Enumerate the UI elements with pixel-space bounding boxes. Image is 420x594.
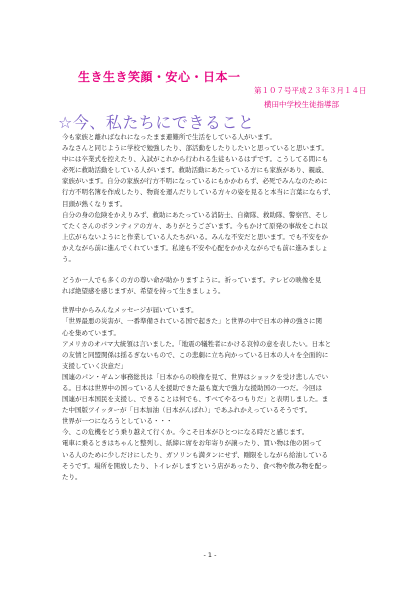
body-line: る。日本は世界中の国っている人を援助できた最も寛大で強力な援助国の一つだ。今回は — [62, 383, 322, 392]
body-line: う。 — [62, 255, 75, 264]
publisher-department: 横田中学校生徒指導部 — [264, 100, 339, 109]
body-line: 行方不明名簿を作成したり、物資を運んだりしている方々の姿を見ると本当に言葉にならず、 — [62, 188, 335, 197]
body-line: アメリカのオバマ大統領は言いました。「地震の犠牲者にかける哀悼の意を表したい。日本と — [62, 339, 332, 348]
body-line: みなさんと同じように学校で勉強したり、部活動をしたりしたいと思っていると思います。 — [62, 144, 328, 153]
body-line: いる人のために少しだけにしたり、ガソリンも満タンにせず、剛限をしながら給油している — [62, 450, 328, 459]
body-line: 世界中からみんなメッセージが届いています。 — [62, 306, 198, 315]
article-title: ☆今、私たちにできること — [58, 113, 255, 132]
body-line: 国連が日本国民を支援し、できることは何でも、すべてやるつもりだ」と表明しました。ま — [62, 395, 329, 404]
body-line: た中国版ツイッターが「日本加油（日本がんばれ）」であふれかえっているそうです。 — [62, 406, 312, 415]
body-line: かえながら前に進んでくれています。私達も不安や心配をかかえながらでも前に進みましょ — [62, 243, 328, 252]
paragraph-evacuees — [62, 132, 364, 265]
body-line: 支援していく決意だ」 — [62, 361, 127, 370]
body-line: 国連のパン・ギムン事務総長は「日本からの映像を見て、世界はショックを受け悲しんでい — [62, 372, 329, 381]
newsletter-slogan: 生き生き笑顔・安心・日本一 — [78, 70, 241, 84]
paragraph-prayer — [62, 275, 364, 297]
body-line: そうです。場所を開放したり、トイレがしますという店があったり、食べ物や飲み物を配っ — [62, 461, 328, 470]
body-line: 目頭が熱くなります。 — [62, 199, 127, 208]
body-line: 自分の身の危険をかえりみず、救助にあたっている消防士、自衛隊、救助隊、警察官、そし — [62, 210, 328, 219]
body-line: たり。 — [62, 472, 82, 481]
body-line: 心を集めています。 — [62, 328, 120, 337]
body-line: 必死に救助活動をしている人がいます。救助活動にあたっている方にも家族があり、親戚、 — [62, 166, 328, 175]
body-line: 「世界最悪の災害が、一番準備されている国で起きた」と世界の中で日本の神の強さに関 — [62, 317, 322, 326]
body-line: 中には卒業式を控えたり、入試がこれから行われる生徒もいるはずです。こうしてる間にも — [62, 155, 329, 164]
article-body — [62, 132, 364, 483]
body-line: れば絶望感を感じますが、希望を持って生きましょう。 — [62, 287, 225, 296]
page-number: - 1 - — [203, 551, 217, 559]
body-line: てたくさんのボランティアの方々、ありがとうございます。今もかけて原発の事故をこれ以 — [62, 221, 328, 230]
body-line: 電車に乗るときはちゃんと整列し、紙締に席をお年寄りが譲ったり、買い物は他の困って — [62, 439, 322, 448]
body-line: 家族がいます。自分の家族が行方不明になっているにもかかわらず、必死でみんなのために — [62, 177, 328, 186]
paragraph-world-messages — [62, 305, 364, 483]
issue-number: 第１０７号平成２３年３月１４日 — [254, 86, 367, 95]
body-line: の友情と同盟関係は揺るぎないもので、この悲劇に立ち向かっている日本の人々を全面的に — [62, 350, 329, 359]
body-line: 上広がらないようにと作業している人たちがいる。みんな不安だと思います。でも不安をか — [62, 232, 328, 241]
body-line: どうか一人でも多くの方の尊い命が助かりますように。祈っています。テレビの映像を見 — [62, 276, 322, 285]
body-line: 世界が一つになろうとしている・・・ — [62, 417, 173, 426]
body-line: 今も家族と離ればなれになったまま避難所で生活をしている人がいます。 — [62, 133, 276, 141]
body-line: 今、この危機をどう乗り越えて行くか。今こそ日本がひとつになる時だと感じます。 — [62, 428, 309, 437]
